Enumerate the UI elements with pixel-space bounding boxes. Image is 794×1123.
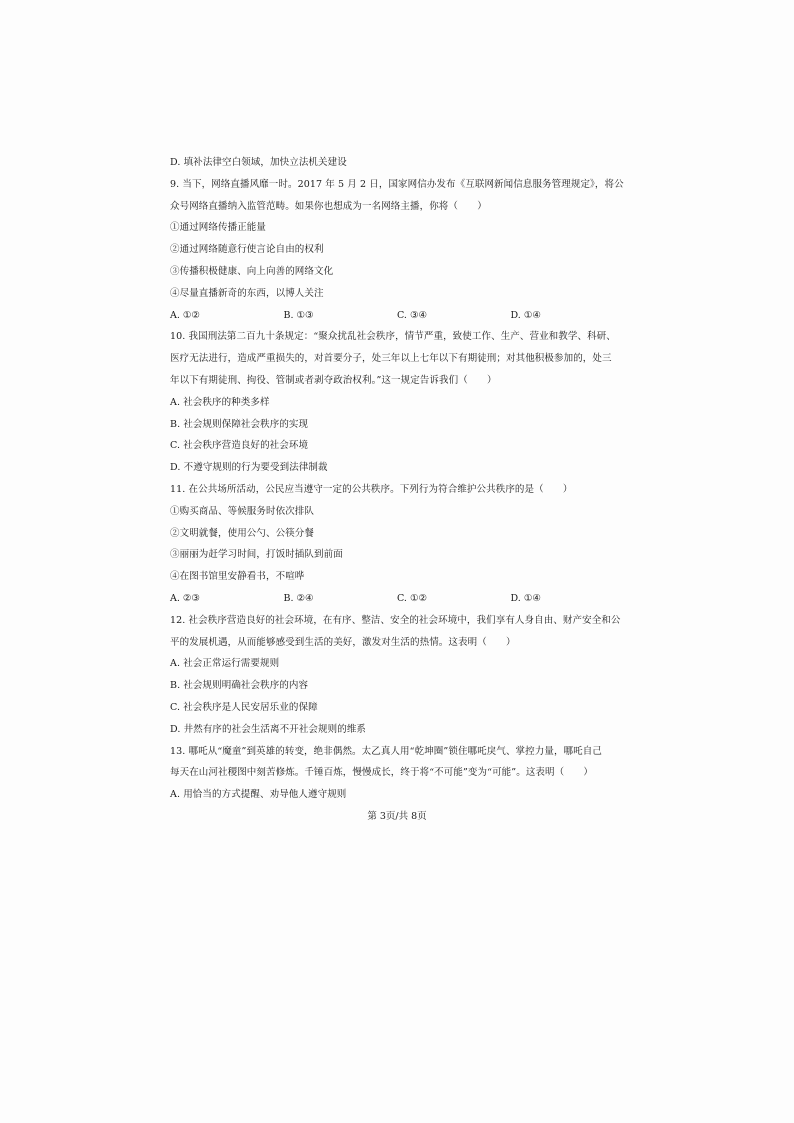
- q10-option-d: D. 不遵守规则的行为要受到法律制裁: [170, 462, 328, 474]
- q11-item-1: ①购买商品、等候服务时依次排队: [170, 505, 315, 517]
- q10-stem-line-3: 年以下有期徒刑、拘役、管制或者剥夺政治权利。”这一规定告诉我们（ ）: [170, 374, 497, 386]
- q11-option-a: A. ②③: [170, 592, 200, 604]
- q11-item-3: ③丽丽为赶学习时间，打饭时插队到前面: [170, 549, 343, 561]
- q9-option-c: C. ③④: [397, 309, 428, 321]
- q9-item-1: ①通过网络传播正能量: [170, 222, 267, 234]
- q9-stem-line-1: 9. 当下，网络直播风靡一时。2017 年 5 月 2 日，国家网信办发布《互联网新闻信息服务管理规定》，将公: [170, 178, 624, 190]
- q11-option-c: C. ①②: [397, 592, 428, 604]
- q10-option-a: A. 社会秩序的种类多样: [170, 396, 270, 408]
- q10-stem-line-1: 10. 我国刑法第二百九十条规定：“聚众扰乱社会秩序，情节严重，致使工作、生产、营业和教学、科研、: [170, 331, 616, 343]
- q11-item-2: ②文明就餐，使用公勺、公筷分餐: [170, 527, 315, 539]
- q12-option-a: A. 社会正常运行需要规则: [170, 658, 280, 670]
- q13-stem-line-2: 每天在山河社稷图中刻苦修炼。千锤百炼，慢慢成长，终于将“不可能”变为“可能”。这表明（ ）: [170, 767, 594, 779]
- q10-option-c: C. 社会秩序营造良好的社会环境: [170, 440, 309, 452]
- q11-option-d: D. ①④: [510, 592, 541, 604]
- q12-stem-line-2: 平的发展机遇，从而能够感受到生活的美好，激发对生活的热情。这表明（ ）: [170, 636, 516, 648]
- q9-option-d: D. ①④: [510, 309, 541, 321]
- q11-item-4: ④在图书馆里安静看书，不喧哗: [170, 571, 305, 583]
- q9-item-4: ④尽量直播新奇的东西，以博人关注: [170, 287, 324, 299]
- question-10: [170, 326, 625, 479]
- q9-item-3: ③传播积极健康、向上向善的网络文化: [170, 265, 334, 277]
- question-11: [170, 479, 625, 610]
- q8-option-d: D. 填补法律空白领域，加快立法机关建设: [170, 157, 347, 168]
- q11-stem-line-1: 11. 在公共场所活动，公民应当遵守一定的公共秩序。下列行为符合维护公共秩序的是（ ）: [170, 483, 573, 495]
- question-content: [170, 152, 625, 806]
- q13-option-a: A. 用恰当的方式提醒、劝导他人遵守规则: [170, 789, 347, 801]
- question-12: [170, 610, 625, 741]
- q10-option-b: B. 社会规则保障社会秩序的实现: [170, 418, 309, 430]
- q12-option-b: B. 社会规则明确社会秩序的内容: [170, 680, 309, 692]
- question-13: [170, 741, 625, 806]
- question-9: [170, 174, 625, 327]
- q13-stem-line-1: 13. 哪吒从“魔童”到英雄的转变，绝非偶然。太乙真人用“乾坤圈”锁住哪吒戾气、掌控力量，哪吒自己: [170, 745, 602, 757]
- q11-options: [170, 588, 625, 610]
- q9-options: [170, 305, 625, 327]
- q12-stem-line-1: 12. 社会秩序营造良好的社会环境，在有序、整洁、安全的社会环境中，我们享有人身自由、财产安全和公: [170, 614, 621, 626]
- q9-option-a: A. ①②: [170, 309, 200, 321]
- q10-stem-line-2: 医疗无法进行，造成严重损失的，对首要分子，处三年以上七年以下有期徒刑；对其他积极参加的，处三: [170, 353, 612, 365]
- q9-item-2: ②通过网络随意行使言论自由的权利: [170, 244, 324, 256]
- q9-option-b: B. ①③: [283, 309, 314, 321]
- q12-option-d: D. 井然有序的社会生活离不开社会规则的维系: [170, 723, 367, 735]
- page-footer: 第 3页/共 8页: [367, 811, 427, 822]
- q12-option-c: C. 社会秩序是人民安居乐业的保障: [170, 701, 318, 713]
- q9-stem-line-2: 众号网络直播纳入监管范畴。如果你也想成为一名网络主播，你将（ ）: [170, 200, 487, 212]
- q11-option-b: B. ②④: [283, 592, 314, 604]
